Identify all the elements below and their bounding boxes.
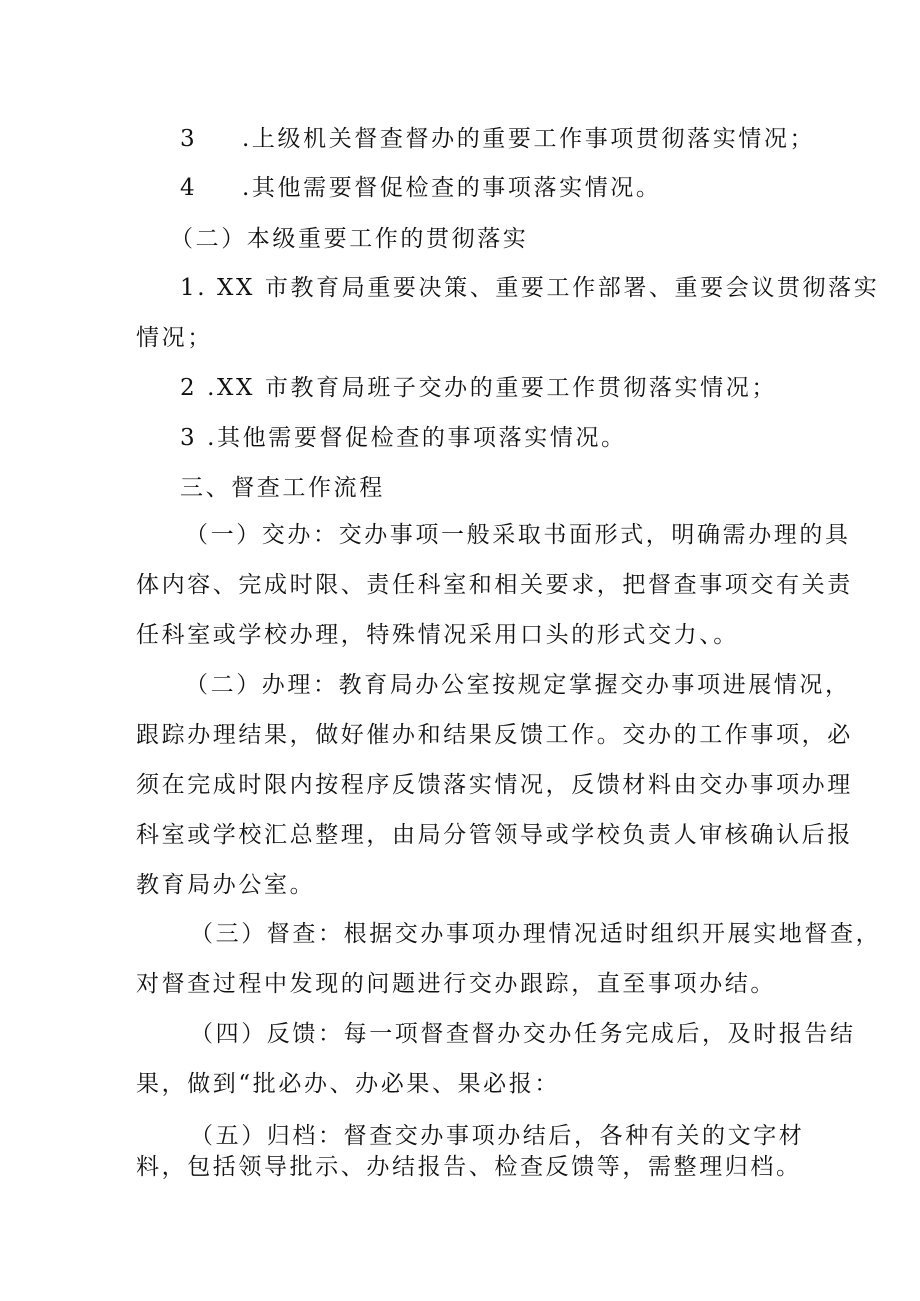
item-number: 4 (180, 175, 198, 201)
paragraph-line: 科室或学校汇总整理，由局分管领导或学校负责人审核确认后报 (136, 822, 853, 848)
paragraph-line: （一）交办：交办事项一般采取书面形式，明确需办理的具 (185, 522, 851, 548)
paragraph-line: （五）归档：督查交办事项办结后，各种有关的文字材 (190, 1123, 805, 1149)
item-text: .上级机关督查督办的重要工作事项贯彻落实情况； (242, 126, 816, 152)
paragraph-line: 体内容、完成时限、责任科室和相关要求，把督查事项交有关责 (136, 572, 853, 598)
section-heading: （二）本级重要工作的贯彻落实 (170, 226, 529, 252)
list-item (180, 173, 662, 203)
paragraph-line: 教育局办公室。 (136, 872, 316, 898)
paragraph-line: 1. XX 市教育局重要决策、重要工作部署、重要会议贯彻落实 (180, 275, 880, 301)
paragraph-line: 料，包括领导批示、办结报告、检查反馈等，需整理归档。 (136, 1154, 802, 1180)
section-heading: 三、督查工作流程 (180, 475, 385, 501)
paragraph-line: 情况； (136, 325, 213, 351)
paragraph-line: 果，做到“批必办、办必果、果必报： (136, 1071, 560, 1097)
item-text: .其他需要督促检查的事项落实情况。 (242, 175, 662, 201)
list-item: 2 .XX 市教育局班子交办的重要工作贯彻落实情况； (180, 375, 777, 401)
paragraph-line: 须在完成时限内按程序反馈落实情况，反馈材料由交办事项办理 (136, 772, 853, 798)
paragraph-line: 任科室或学校办理，特殊情况采用口头的形式交力、。 (136, 622, 739, 648)
paragraph-line: （三）督查：根据交办事项办理情况适时组织开展实地督查， (190, 921, 882, 947)
paragraph-line: （二）办理：教育局办公室按规定掌握交办事项进展情况， (185, 672, 851, 698)
paragraph-line: 跟踪办理结果，做好催办和结果反馈工作。交办的工作事项，必 (136, 722, 853, 748)
paragraph-line: 对督查过程中发现的问题进行交办跟踪，直至事项办结。 (136, 971, 776, 997)
list-item (180, 124, 815, 154)
item-number: 3 (180, 126, 198, 152)
list-item: 3 .其他需要督促检查的事项落实情况。 (180, 425, 627, 451)
paragraph-line: （四）反馈：每一项督查督办交办任务完成后，及时报告结 (190, 1021, 856, 1047)
